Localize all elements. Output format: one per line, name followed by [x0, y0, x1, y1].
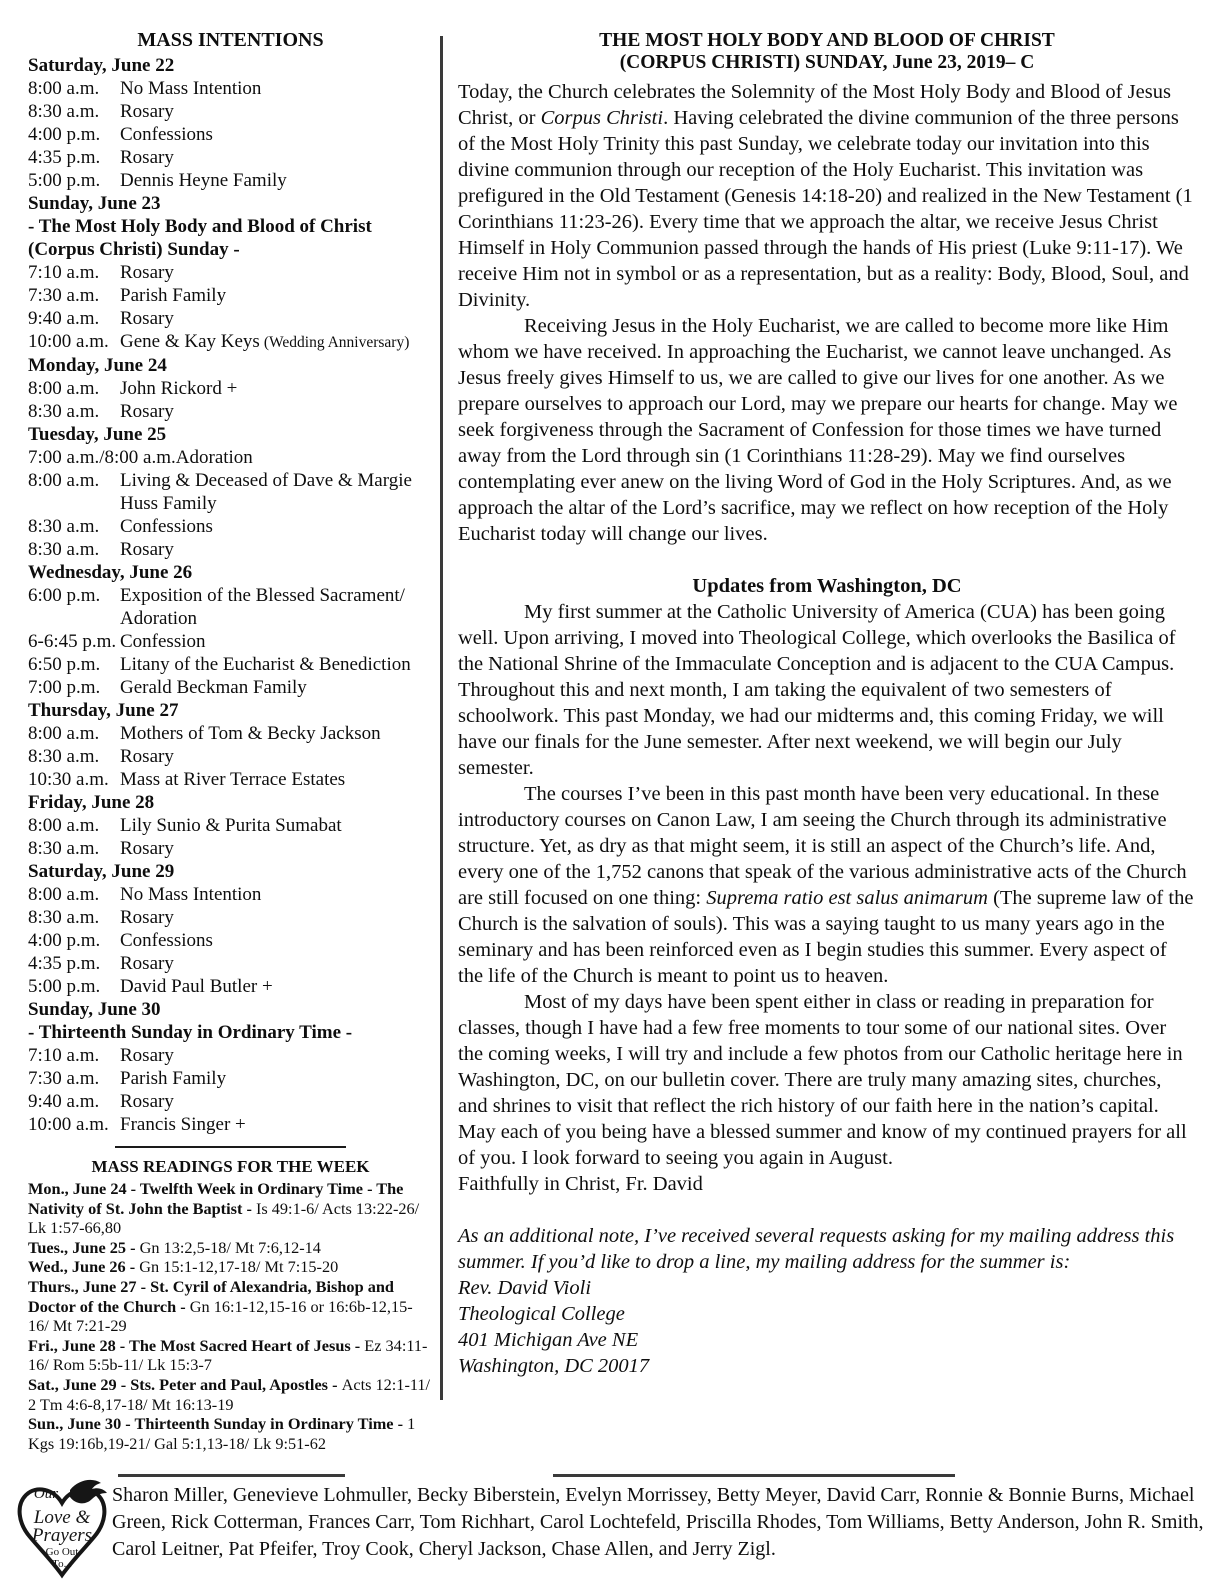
- mass-description-text: Parish Family: [120, 285, 227, 306]
- mass-intention-row: [28, 791, 433, 814]
- mass-intention-row: [28, 446, 433, 469]
- reading-day-label: Fri., June 28 - The Most Sacred Heart of Jesus -: [28, 1335, 365, 1355]
- mass-intention-row: [28, 469, 433, 515]
- mass-description-text: Gene & Kay Keys: [120, 331, 260, 352]
- mass-description-text: Rosary: [120, 101, 174, 122]
- mass-intention-row: [28, 699, 433, 722]
- reading-citations: Ez 34:11-16/ Rom 5:5b-11/ Lk 15:3-7: [28, 1335, 428, 1375]
- reading-entry: [28, 1375, 433, 1414]
- day-header: Monday, June 24: [28, 355, 167, 376]
- mass-time: 4:35 p.m.: [28, 147, 101, 168]
- right-column: [458, 30, 1196, 1379]
- mass-intention-row: [28, 146, 433, 169]
- mass-description: [120, 1113, 433, 1136]
- mass-time: 8:00 a.m.: [28, 378, 100, 399]
- mass-intention-row: [28, 584, 433, 630]
- paragraph: Receiving Jesus in the Holy Eucharist, we are called to become more like Him whom we have received. In approaching the Eucharist, we cannot leave unchanged. As Jesus freely gives Himself to us, we are called to give our lives for one another. As we prepare ourselves to approach our Lord, may we prepare our hearts for change. May we seek forgiveness through the Sacrament of Confession for those times we have turned away from the Lord through sin (1 Corinthians 11:28-29). May we find ourselves contemplating ever anew on the living Word of God in the Holy Scriptures. And, as we approach the altar of the Lord’s sacrifice, may we reflect on how reception of the Holy Eucharist today will change our lives.: [458, 315, 1178, 545]
- mass-intention-row: [28, 929, 433, 952]
- love-prayers-logo: [12, 1477, 112, 1581]
- mass-description-text: Rosary: [120, 1091, 174, 1112]
- mass-description-text: Mass at River Terrace Estates: [120, 769, 346, 790]
- mass-intention-row: [28, 1067, 433, 1090]
- mass-description: [120, 952, 433, 975]
- mass-intentions-list: [28, 54, 433, 1136]
- mass-intention-row: [28, 952, 433, 975]
- note-line: Theological College: [458, 1303, 625, 1325]
- reading-day-label: Sat., June 29 - Sts. Peter and Paul, Apostles -: [28, 1374, 342, 1394]
- reading-day-label: Tues., June 25 -: [28, 1237, 140, 1257]
- mass-intention-row: [28, 561, 433, 584]
- mass-description: [120, 77, 433, 100]
- mass-description: [120, 653, 433, 676]
- day-header: Sunday, June 30: [28, 999, 161, 1020]
- mass-intention-row: [28, 423, 433, 446]
- mass-description-text: Confessions: [120, 516, 213, 537]
- mass-time: 7:00 p.m.: [28, 677, 101, 698]
- note-line: Rev. David Violi: [458, 1277, 592, 1299]
- reading-citations: Gn 15:1-12,17-18/ Mt 7:15-20: [139, 1257, 339, 1277]
- mass-description-text: Confession: [120, 631, 206, 652]
- mass-intention-row: [28, 192, 433, 215]
- mass-description: [120, 261, 433, 284]
- mass-time: 8:00 a.m.: [28, 884, 100, 905]
- mass-intention-row: [28, 883, 433, 906]
- mass-intention-row: [28, 515, 433, 538]
- mass-description-text: Litany of the Eucharist & Benediction: [120, 654, 411, 675]
- paragraph: Faithfully in Christ, Fr. David: [458, 1173, 703, 1195]
- mass-intention-row: [28, 377, 433, 400]
- reading-citations: Acts 12:1-11/ 2 Tm 4:6-8,17-18/ Mt 16:13-19: [28, 1374, 431, 1414]
- reading-entry: [28, 1257, 433, 1277]
- mass-intention-row: [28, 261, 433, 284]
- mass-time: 9:40 a.m.: [28, 308, 100, 329]
- mass-intention-row: [28, 745, 433, 768]
- mass-description-text: No Mass Intention: [120, 78, 262, 99]
- mass-description-text: Rosary: [120, 1045, 174, 1066]
- reading-entry: [28, 1336, 433, 1375]
- note-line: Washington, DC 20017: [458, 1355, 650, 1377]
- mass-intention-row: [28, 998, 433, 1021]
- reading-day-label: Mon., June 24 - Twelfth Week in Ordinary Time - The Nativity of St. John the Baptist -: [28, 1179, 404, 1218]
- mass-time: 8:00 a.m.: [28, 78, 100, 99]
- mass-intentions-title: MASS INTENTIONS: [137, 29, 324, 51]
- mass-time: 8:30 a.m.: [28, 838, 100, 859]
- reading-citations: 1 Kgs 19:16b,19-21/ Gal 5:1,13-18/ Lk 9:51-62: [28, 1414, 416, 1453]
- mailing-note-lines: [458, 1223, 1196, 1379]
- mass-time: 8:00 a.m.: [28, 470, 100, 491]
- mass-description: [120, 307, 433, 330]
- mass-time: 7:00 a.m./8:00 a.m.: [28, 447, 176, 468]
- logo-line-our: Our: [33, 1486, 59, 1502]
- mass-description: [120, 768, 433, 791]
- mass-time: 6-6:45 p.m.: [28, 631, 117, 652]
- mass-description: [120, 284, 433, 307]
- mass-description-text: Mothers of Tom & Becky Jackson: [120, 723, 381, 744]
- mass-description: [120, 1090, 433, 1113]
- mass-intention-row: [28, 77, 433, 100]
- mass-time: 8:30 a.m.: [28, 101, 100, 122]
- mass-time: 8:30 a.m.: [28, 516, 100, 537]
- mass-readings-list: [28, 1179, 433, 1453]
- mass-time: 5:00 p.m.: [28, 170, 101, 191]
- mass-description-text: John Rickord +: [120, 378, 238, 399]
- mass-description: [120, 1067, 433, 1090]
- mass-intention-row: [28, 307, 433, 330]
- mass-description-text: Exposition of the Blessed Sacrament/ Adoration: [120, 585, 405, 629]
- reading-entry: [28, 1277, 433, 1336]
- reading-citations: Is 49:1-6/ Acts 13:22-26/ Lk 1:57-66,80: [28, 1198, 420, 1238]
- mass-intention-row: [28, 1090, 433, 1113]
- reading-entry: [28, 1179, 433, 1238]
- mass-description-text: Dennis Heyne Family: [120, 170, 287, 191]
- mass-description: [120, 722, 433, 745]
- mass-description-text: Rosary: [120, 907, 174, 928]
- prayer-names: Sharon Miller, Genevieve Lohmuller, Becky Biberstein, Evelyn Morrissey, Betty Meyer, David Carr, Ronnie & Bonnie Burns, Michael Green, Rick Cotterman, Frances Carr, Tom Richhart, Carol Lochtefeld, Priscilla Rhodes, Tom Williams, Betty Anderson, John R. Smith, Carol Leitner, Pat Pfeifer, Troy Cook, Cheryl Jackson, Chase Allen, and Jerry Zigl.: [112, 1484, 1204, 1560]
- mass-intention-row: [28, 630, 433, 653]
- mass-time: 4:00 p.m.: [28, 124, 101, 145]
- mass-description: [120, 883, 433, 906]
- mass-description: [120, 400, 433, 423]
- mass-time: 8:00 a.m.: [28, 815, 100, 836]
- mass-description: [120, 630, 433, 653]
- footer-divider-right: [553, 1474, 955, 1477]
- footer-divider-left: [118, 1474, 345, 1477]
- mass-description-text: Rosary: [120, 953, 174, 974]
- mass-description-text: Confessions: [120, 930, 213, 951]
- paragraph: Most of my days have been spent either in class or reading in preparation for classes, though I have had a few free moments to tour some of our national sites. Over the coming weeks, I will try and include a few photos from our Catholic heritage here in Washington, DC, on our bulletin cover. There are truly many amazing sites, churches, and shrines to visit that reflect the rich history of our faith here in the nation’s capital. May each of you being have a blessed summer and know of my continued prayers for all of you. I look forward to seeing you again in August.: [458, 991, 1187, 1169]
- mass-intention-row: [28, 215, 433, 261]
- anniversary-note: (Wedding Anniversary): [263, 334, 410, 351]
- mass-time: 10:00 a.m.: [28, 331, 109, 352]
- mass-time: 4:00 p.m.: [28, 930, 101, 951]
- mass-time: 5:00 p.m.: [28, 976, 101, 997]
- mass-intention-row: [28, 330, 433, 354]
- mass-intention-row: [28, 1044, 433, 1067]
- updates-paragraphs: [458, 599, 1196, 1197]
- mass-description: [120, 745, 433, 768]
- mass-time: 8:30 a.m.: [28, 401, 100, 422]
- mass-intention-row: [28, 722, 433, 745]
- mass-time: 7:30 a.m.: [28, 285, 100, 306]
- mass-description-text: Rosary: [120, 401, 174, 422]
- mass-intention-row: [28, 906, 433, 929]
- mass-description: [120, 929, 433, 952]
- column-divider: [440, 36, 443, 1400]
- mass-description: [120, 538, 433, 561]
- mass-description: [120, 123, 433, 146]
- mass-readings-title: MASS READINGS FOR THE WEEK: [91, 1157, 370, 1176]
- intro-paragraphs: [458, 79, 1196, 547]
- mass-intention-row: [28, 100, 433, 123]
- mass-time: 10:30 a.m.: [28, 769, 109, 790]
- heart-icon: [12, 1477, 112, 1581]
- mass-description: [120, 330, 433, 354]
- reading-day-label: Sun., June 30 - Thirteenth Sunday in Ordinary Time -: [28, 1414, 408, 1434]
- mass-description-text: No Mass Intention: [120, 884, 262, 905]
- note-line: As an additional note, I’ve received several requests asking for my mailing address this summer. If you’d like to drop a line, my mailing address for the summer is:: [458, 1225, 1175, 1273]
- mass-description-text: Francis Singer +: [120, 1114, 246, 1135]
- bulletin-header-line2: (CORPUS CHRISTI) SUNDAY, June 23, 2019– C: [619, 52, 1035, 73]
- intentions-divider: [115, 1146, 346, 1148]
- mass-description: [120, 676, 433, 699]
- mass-intention-row: [28, 814, 433, 837]
- logo-line-goout: Go Out: [45, 1546, 79, 1558]
- day-header: Saturday, June 29: [28, 861, 175, 882]
- mass-intention-row: [28, 837, 433, 860]
- mailing-note-block: [458, 1223, 1196, 1379]
- mass-description: [120, 377, 433, 400]
- mass-time: 6:00 p.m.: [28, 585, 101, 606]
- mass-description-text: Living & Deceased of Dave & Margie Huss Family: [120, 470, 412, 514]
- day-header: Sunday, June 23: [28, 193, 161, 214]
- mass-description-text: Rosary: [120, 262, 174, 283]
- mass-description: [120, 146, 433, 169]
- mass-description: [176, 446, 433, 469]
- mass-description-text: Lily Sunio & Purita Sumabat: [120, 815, 342, 836]
- mass-description-text: Rosary: [120, 147, 174, 168]
- mass-time: 8:30 a.m.: [28, 746, 100, 767]
- mass-description: [120, 814, 433, 837]
- mass-intention-row: [28, 169, 433, 192]
- mass-description-text: Rosary: [120, 308, 174, 329]
- left-column: [28, 28, 433, 1453]
- mass-intention-row: [28, 1113, 433, 1136]
- mass-time: 8:30 a.m.: [28, 539, 100, 560]
- mass-description-text: Rosary: [120, 838, 174, 859]
- mass-time: 8:30 a.m.: [28, 907, 100, 928]
- mass-intention-row: [28, 54, 433, 77]
- mass-description: [120, 1044, 433, 1067]
- reading-day-label: Thurs., June 27 - St. Cyril of Alexandria, Bishop and Doctor of the Church -: [28, 1276, 394, 1316]
- mass-description: [120, 906, 433, 929]
- mass-intention-row: [28, 123, 433, 146]
- mass-description-text: Rosary: [120, 539, 174, 560]
- updates-title: Updates from Washington, DC: [692, 575, 962, 597]
- logo-line-love: Love &: [33, 1507, 91, 1528]
- day-header: Tuesday, June 25: [28, 424, 167, 445]
- mass-description: [120, 975, 433, 998]
- logo-line-to: To...: [52, 1558, 72, 1570]
- mass-description-text: Gerald Beckman Family: [120, 677, 307, 698]
- mass-intention-row: [28, 354, 433, 377]
- day-header: Saturday, June 22: [28, 55, 175, 76]
- day-header: Friday, June 28: [28, 792, 155, 813]
- mass-description: [120, 100, 433, 123]
- mass-intention-row: [28, 975, 433, 998]
- mass-time: 10:00 a.m.: [28, 1114, 109, 1135]
- mass-intention-row: [28, 653, 433, 676]
- day-header: - The Most Holy Body and Blood of Christ (Corpus Christi) Sunday -: [28, 216, 372, 260]
- paragraph: My first summer at the Catholic University of America (CUA) has been going well. Upon arriving, I moved into Theological College, which overlooks the Basilica of the National Shrine of the Immaculate Conception and is adjacent to the CUA Campus. Throughout this and next month, I am taking the equivalent of two semesters of schoolwork. This past Monday, we had our midterms and, this coming Friday, we will have our finals for the June semester. After next weekend, we will begin our July semester.: [458, 601, 1176, 779]
- reading-day-label: Wed., June 26 -: [28, 1257, 140, 1277]
- day-header: - Thirteenth Sunday in Ordinary Time -: [28, 1022, 353, 1043]
- reading-entry: [28, 1238, 433, 1258]
- mass-description: [120, 584, 433, 630]
- mass-intention-row: [28, 676, 433, 699]
- mass-description: [120, 169, 433, 192]
- note-line: 401 Michigan Ave NE: [458, 1329, 639, 1351]
- mass-time: 7:30 a.m.: [28, 1068, 100, 1089]
- mass-time: 7:10 a.m.: [28, 1045, 100, 1066]
- day-header: Wednesday, June 26: [28, 562, 193, 583]
- reading-citations: Gn 16:1-12,15-16 or 16:6b-12,15-16/ Mt 7:21-29: [28, 1296, 413, 1336]
- reading-citations: Gn 13:2,5-18/ Mt 7:6,12-14: [139, 1237, 321, 1257]
- mass-description-text: Adoration: [175, 447, 253, 468]
- mass-time: 7:10 a.m.: [28, 262, 100, 283]
- mass-intention-row: [28, 284, 433, 307]
- paragraph: The courses I’ve been in this past month have been very educational. In these introductory courses on Canon Law, I am seeing the Church through its administrative structure. Yet, as dry as that might seem, it is still an aspect of the Church’s life. And, every one of the 1,752 canons that speak of the various administrative acts of the Church are still focused on one thing: Suprema ratio est salus animarum (The supreme law of the Church is the salvation of souls). This was a saying taught to us many years ago in the seminary and has been reinforced even as I begin studies this summer. Every aspect of the life of the Church is meant to point us to heaven.: [458, 783, 1194, 987]
- reading-entry: [28, 1414, 433, 1453]
- mass-time: 6:50 p.m.: [28, 654, 101, 675]
- mass-intention-row: [28, 538, 433, 561]
- mass-description-text: Rosary: [120, 746, 174, 767]
- mass-time: 9:40 a.m.: [28, 1091, 100, 1112]
- mass-description: [120, 469, 433, 515]
- mass-description-text: David Paul Butler +: [120, 976, 273, 997]
- mass-intention-row: [28, 400, 433, 423]
- mass-description-text: Parish Family: [120, 1068, 227, 1089]
- mass-time: 4:35 p.m.: [28, 953, 101, 974]
- mass-time: 8:00 a.m.: [28, 723, 100, 744]
- mass-intention-row: [28, 860, 433, 883]
- mass-description: [120, 515, 433, 538]
- mass-intention-row: [28, 768, 433, 791]
- day-header: Thursday, June 27: [28, 700, 179, 721]
- mass-intention-row: [28, 1021, 433, 1044]
- paragraph: Today, the Church celebrates the Solemnity of the Most Holy Body and Blood of Jesus Christ, or Corpus Christi. Having celebrated the divine communion of the three persons of the Most Holy Trinity this past Sunday, we celebrate today our invitation into this divine communion through our reception of the Holy Eucharist. This invitation was prefigured in the Old Testament (Genesis 14:18-20) and realized in the New Testament (1 Corinthians 11:23-26). Every time that we approach the altar, we receive Jesus Christ Himself in Holy Communion passed through the hands of His priest (Luke 9:11-17). We receive Him not in symbol or as a representation, but as a reality: Body, Blood, Soul, and Divinity.: [458, 81, 1193, 311]
- mass-description-text: Confessions: [120, 124, 213, 145]
- bulletin-header-line1: THE MOST HOLY BODY AND BLOOD OF CHRIST: [599, 30, 1055, 51]
- mass-description: [120, 837, 433, 860]
- logo-line-prayers: Prayers: [31, 1525, 93, 1546]
